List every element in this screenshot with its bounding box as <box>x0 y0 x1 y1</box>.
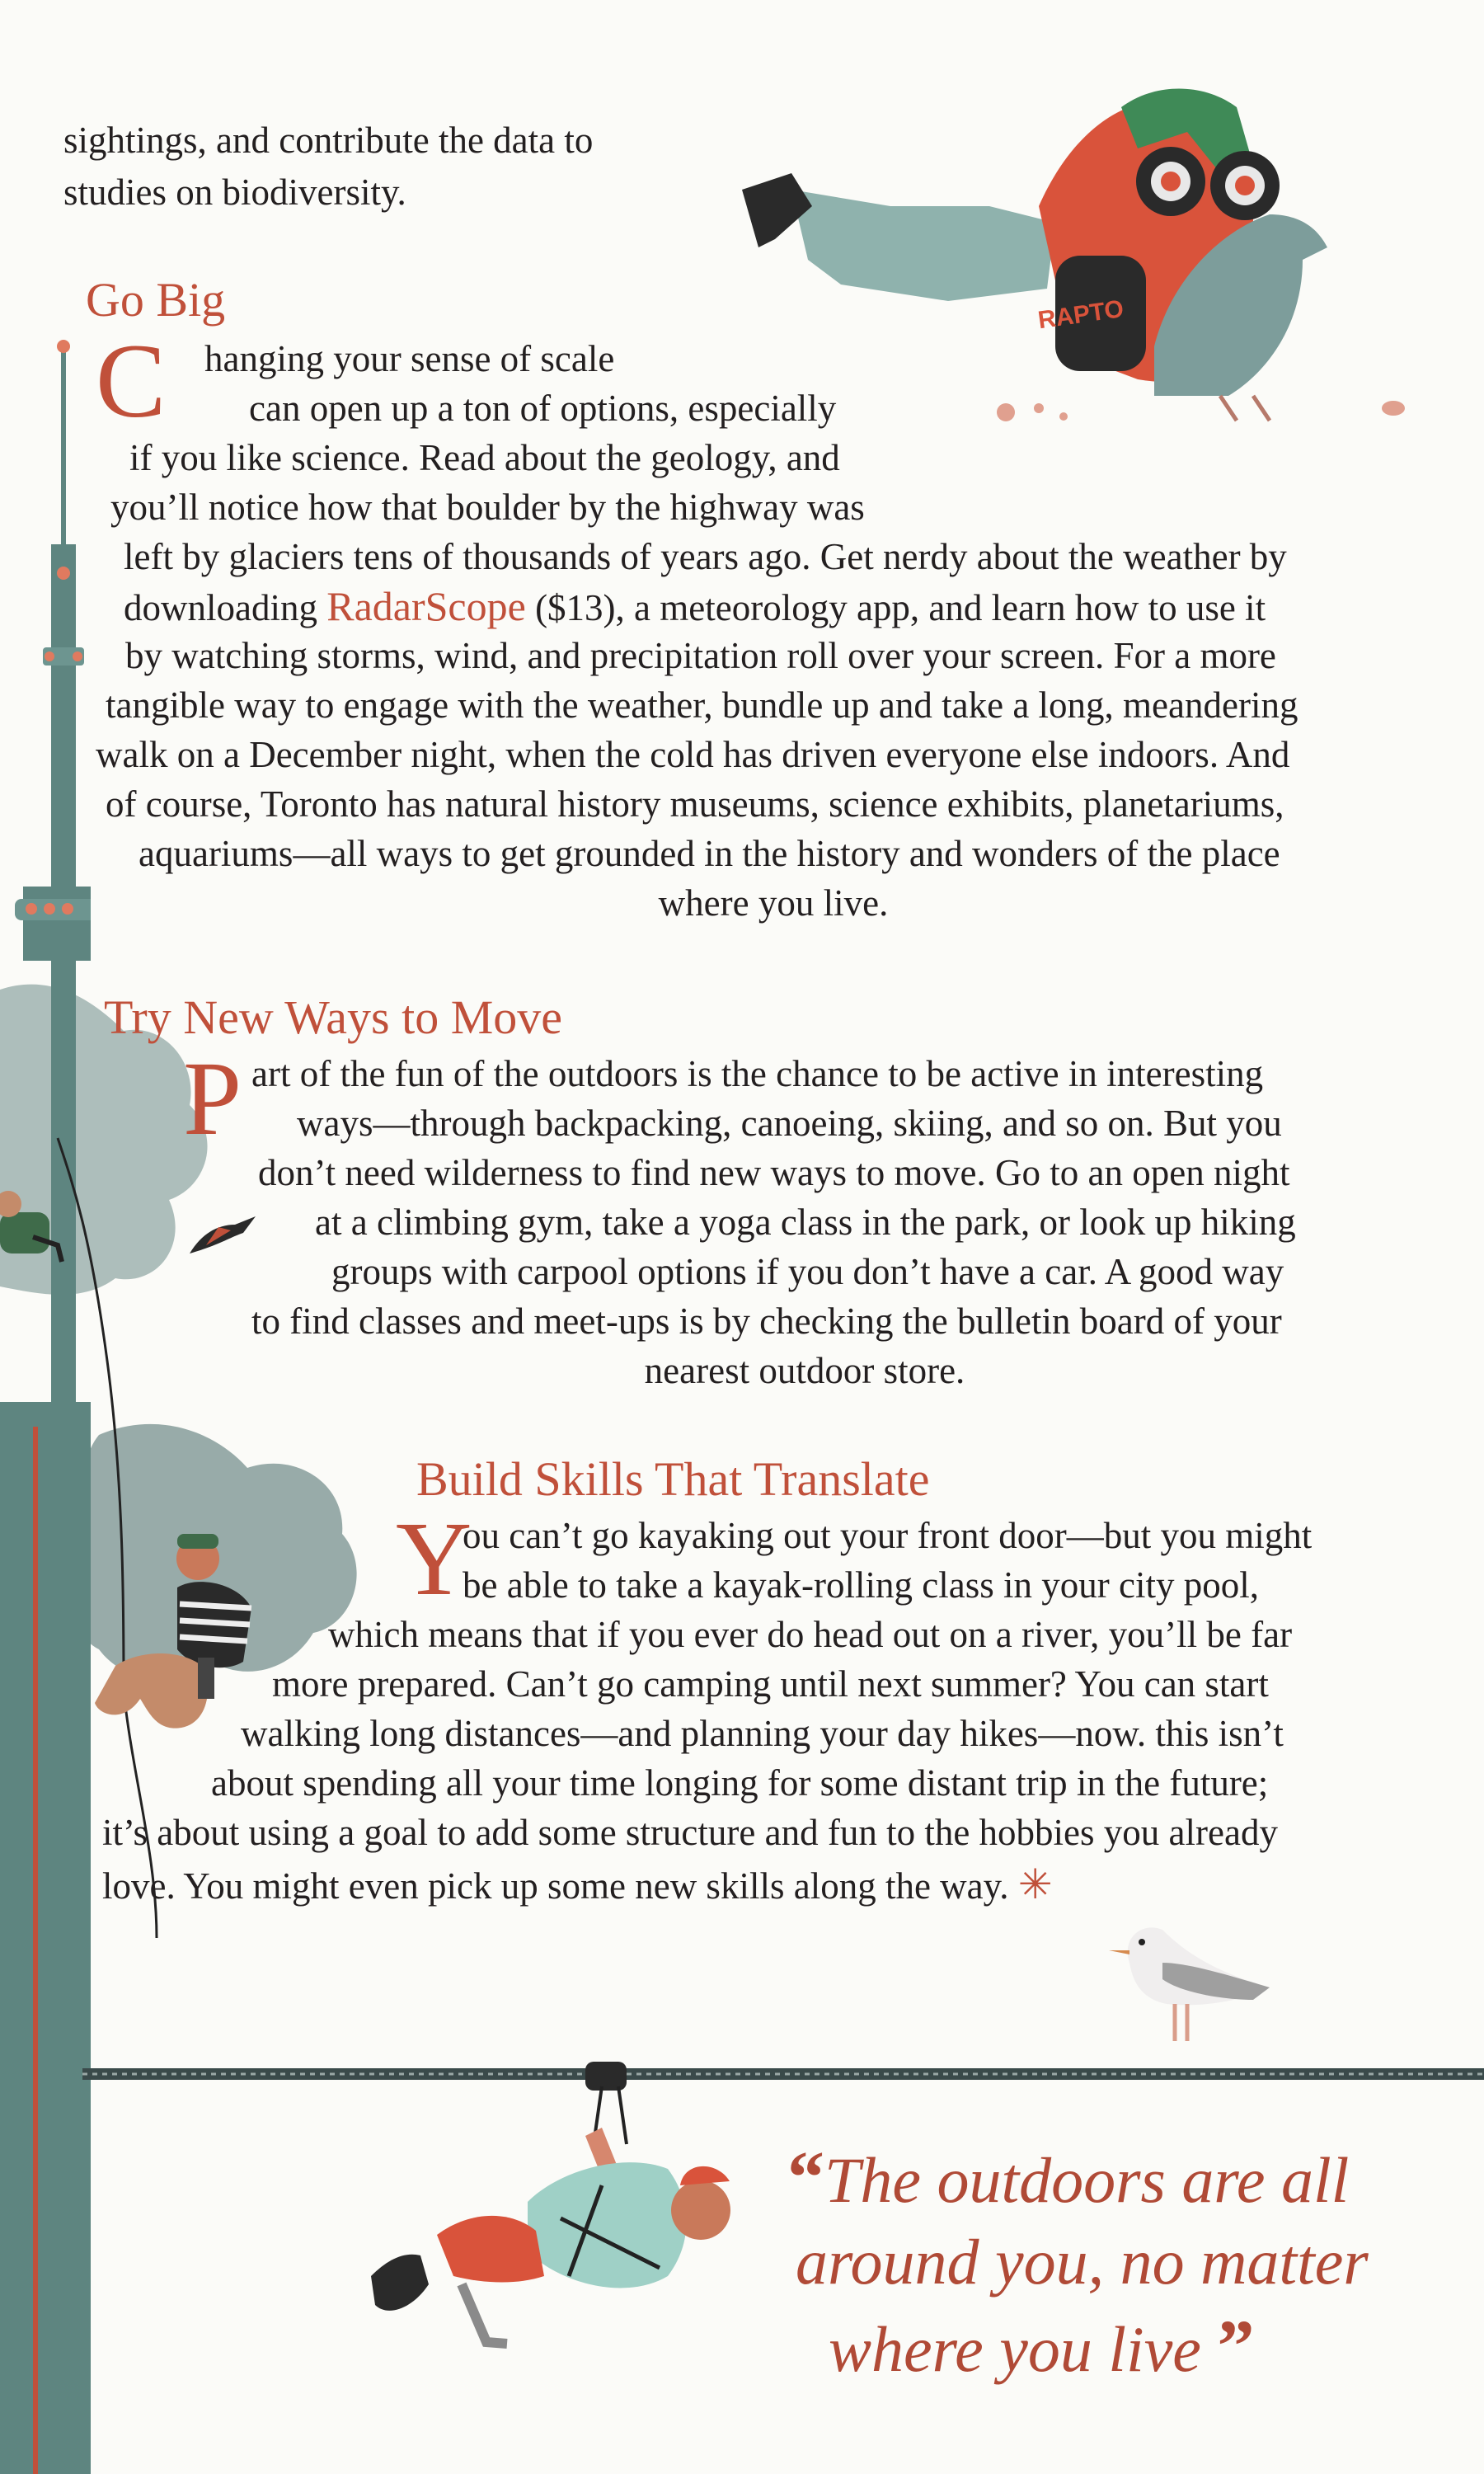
body-line: ways—through backpacking, canoeing, skiing, and so on. But you <box>297 1103 1282 1144</box>
body-line: groups with carpool options if you don’t have a car. A good way <box>331 1251 1284 1292</box>
dropcap-move: P <box>183 1040 242 1157</box>
intro-line: sightings, and contribute the data to <box>63 120 594 161</box>
body-line: about spending all your time longing for some distant trip in the future; <box>211 1762 1269 1804</box>
body-line: of course, Toronto has natural history museums, science exhibits, planetariums, <box>106 783 1284 825</box>
body-line: be able to take a kayak-rolling class in your city pool, <box>463 1564 1259 1606</box>
radarscope-link[interactable]: RadarScope <box>326 583 526 629</box>
zipliner-illustration <box>355 2037 816 2383</box>
body-line: if you like science. Read about the geology, and <box>129 437 840 478</box>
heading-go-big: Go Big <box>86 273 226 327</box>
heading-try-new-ways: Try New Ways to Move <box>104 990 563 1044</box>
seagull-illustration <box>1105 1913 1278 2053</box>
body-line: art of the fun of the outdoors is the chance to be active in interesting <box>251 1053 1264 1094</box>
body-line: ou can’t go kayaking out your front door—but you might <box>463 1515 1313 1556</box>
climber-illustration-striped <box>82 1526 272 1740</box>
end-mark-icon: ✳ <box>1017 1861 1053 1907</box>
body-line-final <box>102 1860 1053 1911</box>
body-line: it’s about using a goal to add some structure and fun to the hobbies you already <box>102 1812 1278 1853</box>
pull-quote-text: where you live <box>829 2313 1201 2385</box>
pull-quote-line-3 <box>829 2305 1254 2392</box>
pull-quote-line-2: around you, no matter <box>796 2226 1369 2298</box>
open-quote-mark: “ <box>787 2137 824 2218</box>
pull-quote-text: The outdoors are all <box>824 2144 1350 2216</box>
body-line: can open up a ton of options, especially <box>249 388 837 429</box>
body-line: by watching storms, wind, and precipitation roll over your screen. For a more <box>125 635 1276 676</box>
intro-line: studies on biodiversity. <box>63 172 406 213</box>
dropcap-go-big: C <box>96 322 167 440</box>
body-line: don’t need wilderness to find new ways to move. Go to an open night <box>258 1152 1290 1193</box>
body-line: walking long distances—and planning your day hikes—now. this isn’t <box>241 1713 1284 1754</box>
body-line: nearest outdoor store. <box>644 1350 965 1391</box>
body-line: hanging your sense of scale <box>204 338 615 379</box>
close-quote-mark: ” <box>1217 2306 1255 2387</box>
body-line: at a climbing gym, take a yoga class in the park, or look up hiking <box>315 1202 1296 1243</box>
body-line-with-link <box>124 581 1266 633</box>
body-line: where you live. <box>658 882 889 924</box>
pull-quote-line-1 <box>787 2136 1349 2222</box>
flying-bird-illustration <box>186 1212 260 1262</box>
rapto-sticker: RAPTO <box>1036 295 1126 335</box>
body-line: more prepared. Can’t go camping until next summer? You can start <box>272 1663 1269 1705</box>
body-line: tangible way to engage with the weather, bundle up and take a long, meandering <box>106 684 1298 726</box>
body-line: left by glaciers tens of thousands of years ago. Get nerdy about the weather by <box>124 536 1287 577</box>
body-text-prefix: downloading <box>124 587 317 628</box>
body-line: aquariums—all ways to get grounded in the history and wonders of the place <box>139 833 1280 874</box>
body-text: love. You might even pick up some new skills along the way. <box>102 1865 1009 1907</box>
body-text-suffix: ($13), a meteorology app, and learn how to use it <box>535 587 1266 628</box>
body-line: you’ll notice how that boulder by the highway was <box>110 487 865 528</box>
body-line: walk on a December night, when the cold has driven everyone else indoors. And <box>96 734 1290 775</box>
body-line: which means that if you ever do head out on a river, you’ll be far <box>328 1614 1293 1655</box>
dropcap-skills: Y <box>396 1500 472 1617</box>
body-line: to find classes and meet-ups is by checking the bulletin board of your <box>251 1300 1282 1342</box>
heading-build-skills: Build Skills That Translate <box>416 1452 930 1506</box>
